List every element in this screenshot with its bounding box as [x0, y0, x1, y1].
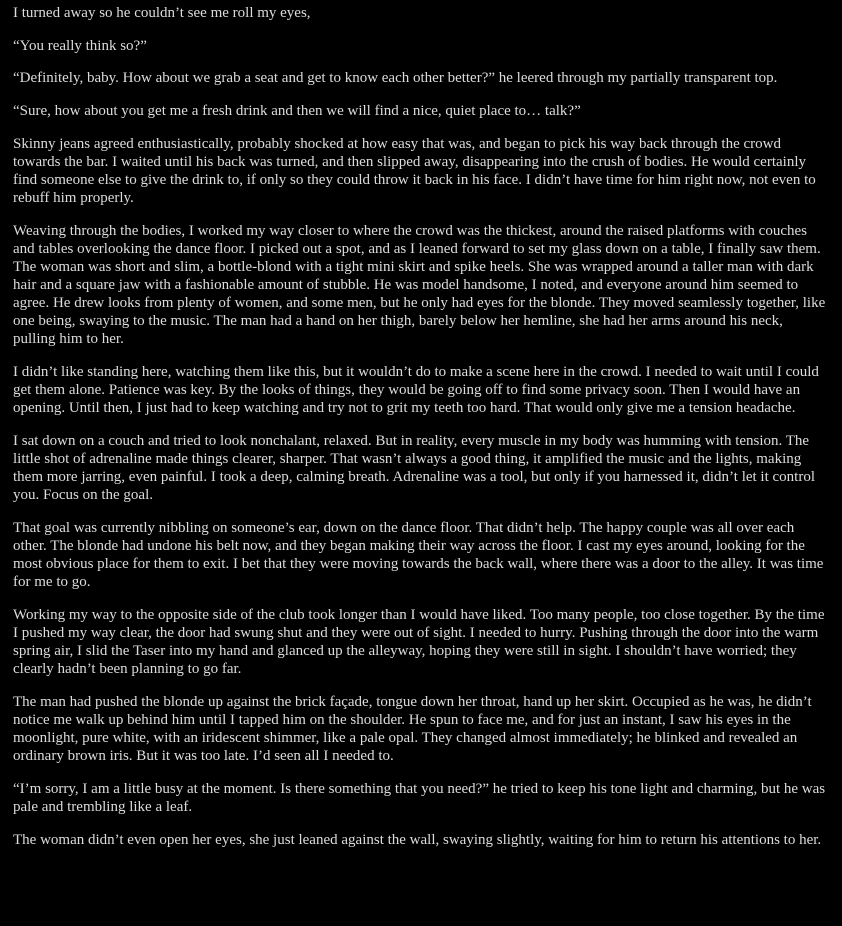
story-text [13, 4, 829, 863]
paragraph: “You really think so?” [13, 37, 147, 54]
paragraph: “Definitely, baby. How about we grab a seat and get to know each other better?” he leered through my partially transparent top. [13, 70, 778, 87]
paragraph: Working my way to the opposite side of the club took longer than I would have liked. Too many people, too close together. By the time I pushed my way clear, the door had swung shut and they were out of sight. I needed to hurry. Pushing through the door into the warm spring air, I slid the Taser into my hand and glanced up the alleyway, hoping they were still in sight. I shouldn’t have worried; they clearly hadn’t been planning to go far. [13, 606, 825, 678]
paragraph: “I’m sorry, I am a little busy at the moment. Is there something that you need?” he tried to keep his tone light and charming, but he was pale and trembling like a leaf. [13, 780, 826, 815]
paragraph: I turned away so he couldn’t see me roll my eyes, [13, 5, 311, 21]
paragraph: That goal was currently nibbling on someone’s ear, down on the dance floor. That didn’t help. The happy couple was all over each other. The blonde had undone his belt now, and they began making their way across the floor. I cast my eyes around, looking for the most obvious place for them to exit. I bet that they were moving towards the back wall, where there was a door to the alley. It was time for me to go. [13, 519, 824, 591]
paragraph: “Sure, how about you get me a fresh drink and then we will find a nice, quiet place to… talk?” [13, 103, 581, 120]
paragraph: The woman didn’t even open her eyes, she just leaned against the wall, swaying slightly, waiting for him to return his attentions to her. [13, 831, 822, 848]
paragraph: I sat down on a couch and tried to look nonchalant, relaxed. But in reality, every muscle in my body was humming with tension. The little shot of adrenaline made things clearer, sharper. That wasn’t always a good thing, it amplified the music and the lights, making them more jarring, even painful. I took a deep, calming breath. Adrenaline was a tool, but only if you harnessed it, didn’t let it control you. Focus on the goal. [13, 432, 816, 504]
paragraph: I didn’t like standing here, watching them like this, but it wouldn’t do to make a scene here in the crowd. I needed to wait until I could get them alone. Patience was key. By the looks of things, they would be going off to find some privacy soon. Then I would have an opening. Until then, I just had to keep watching and try not to grit my teeth too hard. That would only give me a tension headache. [13, 363, 819, 417]
paragraph: Skinny jeans agreed enthusiastically, probably shocked at how easy that was, and began to pick his way back through the crowd towards the bar. I waited until his back was turned, and then slipped away, disappearing into the crush of bodies. He would certainly find someone else to give the drink to, if only so they could throw it back in his face. I didn’t have time for him right now, not even to rebuff him properly. [13, 135, 816, 207]
paragraph: The man had pushed the blonde up against the brick façade, tongue down her throat, hand up her skirt. Occupied as he was, he didn’t notice me walk up behind him until I tapped him on the shoulder. He spun to face me, and for just an instant, I saw his eyes in the moonlight, pure white, with an iridescent shimmer, like a pale opal. They changed almost immediately; he blinked and revealed an ordinary brown iris. But it was too late. I’d seen all I needed to. [13, 693, 812, 765]
paragraph: Weaving through the bodies, I worked my way closer to where the crowd was the thickest, around the raised platforms with couches and tables overlooking the dance floor. I picked out a spot, and as I leaned forward to set my glass down on a table, I finally saw them. The woman was short and slim, a bottle-blond with a tight mini skirt and spike heels. She was wrapped around a taller man with dark hair and a square jaw with a fashionable amount of stubble. He was model handsome, I noted, and everyone around him seemed to agree. He drew looks from plenty of women, and some men, but he only had eyes for the blonde. They moved seamlessly together, like one being, swaying to the music. The man had a hand on her thigh, barely below her hemline, she had her arms around his neck, pulling him to her. [13, 222, 826, 348]
